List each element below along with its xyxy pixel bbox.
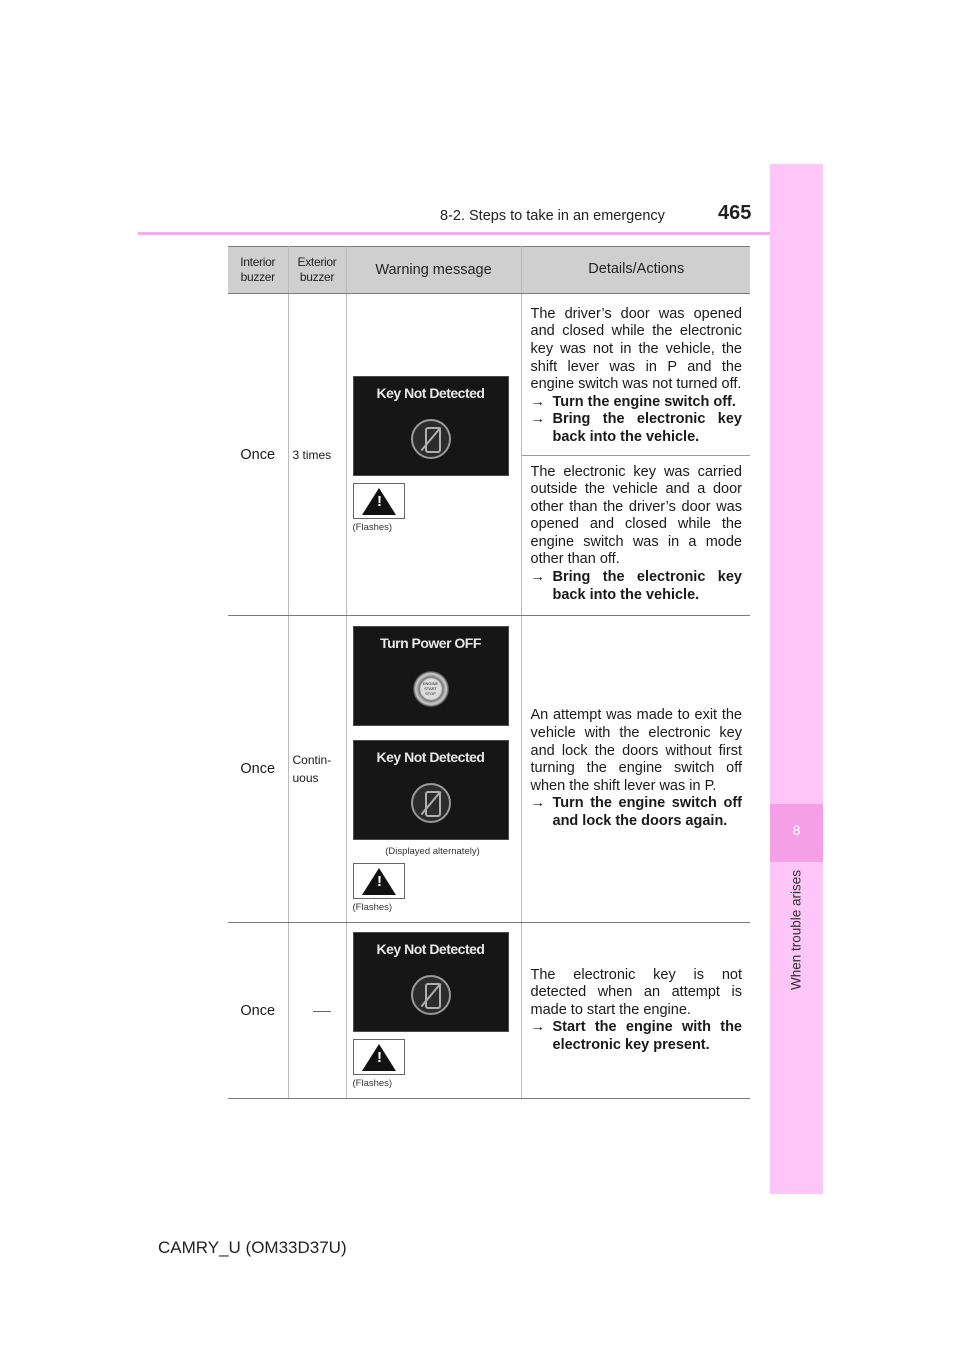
action-item: → Turn the engine switch off and lock the doors again. <box>530 795 742 829</box>
section-title: 8-2. Steps to take in an emergency <box>440 208 665 224</box>
alternate-caption: (Displayed alternately) <box>385 845 480 857</box>
header-interior-buzzer: Interior buzzer <box>228 247 288 294</box>
warning-table <box>228 246 750 1099</box>
interior-buzzer-cell: Once <box>228 616 288 923</box>
exterior-buzzer-cell: Contin- uous <box>288 616 346 923</box>
detail-text: The electronic key is not detected when an attempt is made to start the engine. <box>530 966 742 1018</box>
display-message: Key Not Detected <box>376 385 485 401</box>
warning-message-cell <box>346 294 521 616</box>
key-not-detected-display <box>353 740 509 840</box>
power-button-icon <box>413 671 449 707</box>
warning-message-cell <box>346 923 521 1099</box>
interior-buzzer-cell: Once <box>228 294 288 616</box>
interior-buzzer-cell: Once <box>228 923 288 1099</box>
flashes-caption: (Flashes) <box>352 1078 393 1089</box>
action-item: → Turn the engine switch off. <box>530 393 736 410</box>
display-message: Key Not Detected <box>376 941 485 957</box>
exclamation-mark: ! <box>377 493 382 510</box>
header-exterior-buzzer: Exterior buzzer <box>288 247 346 294</box>
turn-power-off-display <box>353 626 509 726</box>
detail-block <box>531 301 743 455</box>
header-details-actions: Details/Actions <box>521 247 750 294</box>
detail-block <box>531 707 743 830</box>
document-code: CAMRY_U (OM33D37U) <box>158 1238 347 1257</box>
arrow-icon: → <box>530 393 545 410</box>
warning-triangle-icon <box>353 483 405 519</box>
display-message: Turn Power OFF <box>380 634 481 651</box>
detail-block <box>531 456 743 609</box>
display-message: Key Not Detected <box>376 748 485 765</box>
chapter-side-tab <box>770 164 823 1194</box>
arrow-icon: → <box>530 411 545 428</box>
table-row <box>228 294 750 616</box>
flashes-caption: (Flashes) <box>352 901 393 913</box>
exclamation-mark: ! <box>377 1049 382 1066</box>
exclamation-mark: ! <box>377 872 382 890</box>
detail-text: An attempt was made to exit the vehicle with the electronic key and lock the doors without first turning the engine switch off when the shift lever was in P. <box>530 707 742 794</box>
key-not-detected-display <box>353 932 509 1032</box>
dash-mark <box>313 1011 331 1012</box>
header-rule <box>138 232 820 235</box>
details-cell <box>521 616 750 923</box>
warning-message-cell <box>346 616 521 923</box>
chapter-title: When trouble arises <box>788 869 804 991</box>
arrow-icon: → <box>530 569 545 586</box>
action-item: → Bring the electronic key back into the vehicle. <box>530 411 742 445</box>
detail-block <box>531 967 743 1055</box>
page-number: 465 <box>718 202 752 224</box>
action-item: → Start the engine with the electronic key present. <box>530 1019 742 1053</box>
table-header-row <box>228 247 750 294</box>
detail-text: The driver’s door was opened and closed while the electronic key was not in the vehicle, the shift lever was in P and the engine switch was not turned off. <box>530 305 742 393</box>
key-not-detected-display <box>353 376 509 476</box>
exterior-buzzer-cell: 3 times <box>288 294 346 616</box>
warning-triangle-icon <box>353 863 405 899</box>
chapter-number: 8 <box>792 822 801 838</box>
key-icon <box>411 783 451 823</box>
details-cell <box>521 294 750 616</box>
table-row <box>228 923 750 1099</box>
action-item: → Bring the electronic key back into the vehicle. <box>530 569 742 603</box>
arrow-icon: → <box>530 1019 545 1036</box>
flashes-caption: (Flashes) <box>352 522 393 533</box>
header-warning-message: Warning message <box>346 247 521 294</box>
details-cell <box>521 923 750 1099</box>
key-icon <box>411 975 451 1015</box>
table-row <box>228 616 750 923</box>
exterior-buzzer-cell <box>288 923 346 1099</box>
warning-triangle-icon <box>353 1039 405 1075</box>
detail-text: The electronic key was carried outside the vehicle and a door other than the driver’s door was opened and closed while the engine switch was in a mode other than off. <box>530 463 742 568</box>
key-icon <box>411 419 451 459</box>
arrow-icon: → <box>530 795 545 812</box>
